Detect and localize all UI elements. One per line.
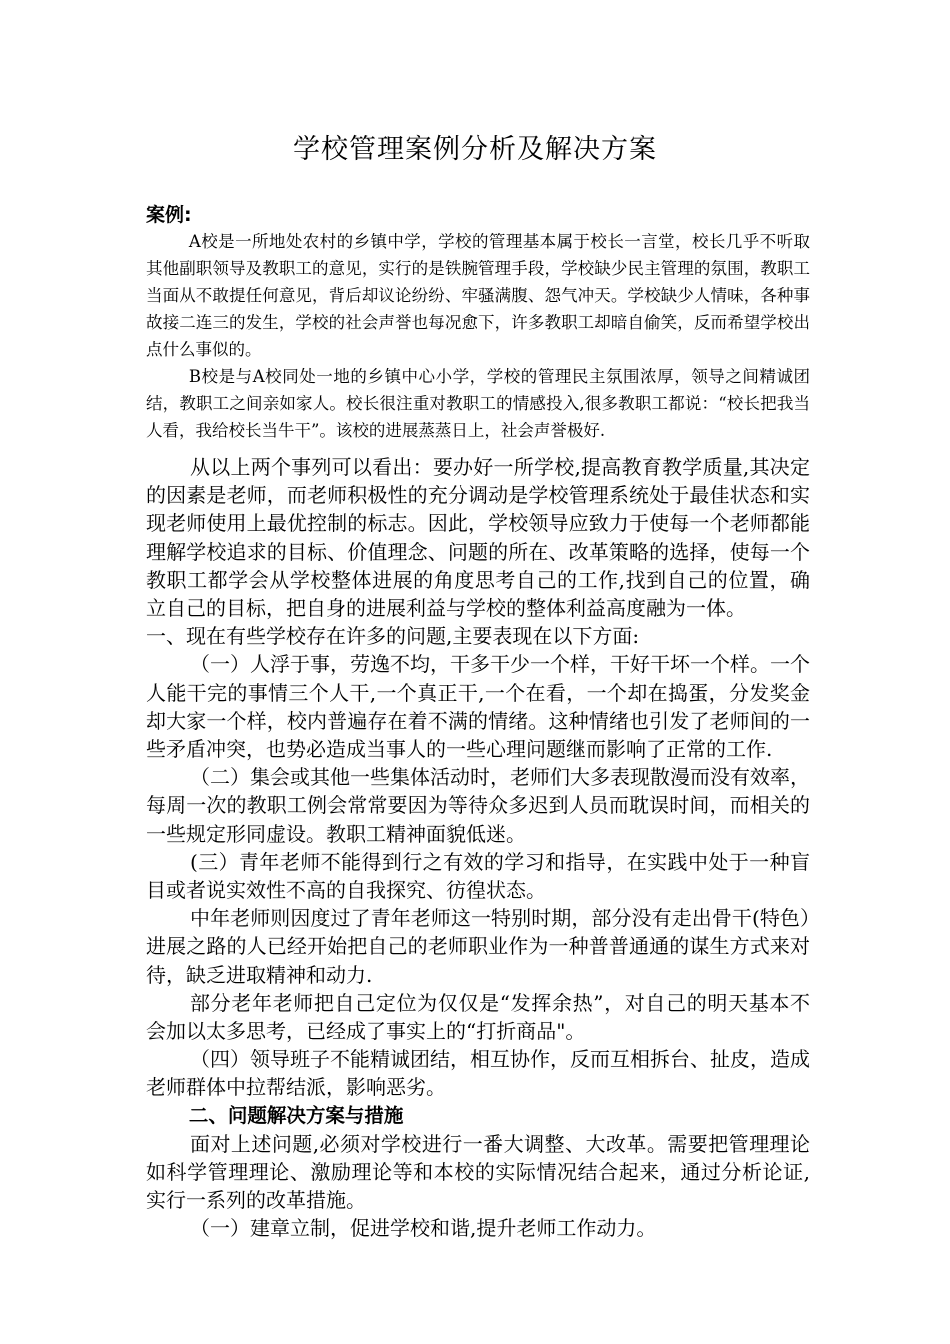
section-heading-solutions: 二、问题解决方案与措施 xyxy=(188,1103,404,1127)
body-paragraph: 从以上两个事列可以看出：要办好一所学校,提高教育教学质量,其决定的因素是老师，而老师积极性的充分调动是学校管理系统处于最佳状态和实现老师使用上最优控制的标志。因此，学校领导应致力于使每一个老师都能理解学校追求的目标、价值理念、问题的所在、改革策略的选择，使每一个教职工都学会从学校整体进展的角度思考自己的工作,找到自己的位置，确立自己的目标，把自身的进展利益与学校的整体利益高度融为一体。 xyxy=(146,455,810,621)
body-paragraph: （四）领导班子不能精诚团结，相互协作，反而互相拆台、扯皮，造成老师群体中拉帮结派，影响恶劣。 xyxy=(146,1047,810,1100)
case-section xyxy=(146,202,810,444)
body-paragraph: 部分老年老师把自己定位为仅仅是“发挥余热”，对自己的明天基本不会加以太多思考，已经成了事实上的“打折商品"。 xyxy=(146,990,810,1044)
body-paragraph: (三）青年老师不能得到行之有效的学习和指导，在实践中处于一种盲目或者说实效性不高的自我探究、彷徨状态。 xyxy=(146,849,810,903)
body-paragraph: （一）人浮于事，劳逸不均，干多干少一个样，干好干坏一个样。一个人能干完的事情三个人干,一个真正干,一个在看，一个却在捣蛋，分发奖金却大家一个样，校内普遍存在着不满的情绪。这种情绪也引发了老师间的一些矛盾冲突，也势必造成当事人的一些心理问题继而影响了正常的工作. xyxy=(146,652,810,762)
body-paragraph: 面对上述问题,必须对学校进行一番大调整、大改革。需要把管理理论如科学管理理论、激励理论等和本校的实际情况结合起来，通过分析论证,实行一系列的改革措施。 xyxy=(146,1131,810,1213)
analysis-section xyxy=(146,453,810,1243)
document-title: 学校管理案例分析及解决方案 xyxy=(293,134,657,165)
section-heading-problems: 一、现在有些学校存在许多的问题,主要表现在以下方面: xyxy=(146,624,640,649)
case-label: 案例: xyxy=(146,204,192,226)
body-paragraph: （二）集会或其他一些集体活动时，老师们大多表现散漫而没有效率，每周一次的教职工例会常常要因为等待众多迟到人员而耽误时间，而相关的一些规定形同虚设。教职工精神面貌低迷。 xyxy=(146,765,810,846)
body-paragraph: 中年老师则因度过了青年老师这一特别时期，部分没有走出骨干(特色）进展之路的人已经开始把自己的老师职业作为一种普普通通的谋生方式来对待，缺乏进取精神和动力. xyxy=(146,906,810,987)
case-paragraph-b: B校是与A校同处一地的乡镇中心小学，学校的管理民主氛围浓厚，领导之间精诚团结，教职工之间亲如家人。校长很注重对教职工的情感投入,很多教职工都说：“校长把我当人看，我给校长当牛干”。该校的进展蒸蒸日上，社会声誉极好. xyxy=(146,367,810,440)
body-paragraph: （一）建章立制，促进学校和谐,提升老师工作动力。 xyxy=(190,1216,657,1241)
case-paragraph-a: A校是一所地处农村的乡镇中学，学校的管理基本属于校长一言堂，校长几乎不听取其他副职领导及教职工的意见，实行的是铁腕管理手段，学校缺少民主管理的氛围，教职工当面从不敢提任何意见，背后却议论纷纷、牢骚满腹、怨气冲天。学校缺少人情味，各种事故接二连三的发生，学校的社会声誉也每况愈下，许多教职工却暗自偷笑，反而希望学校出点什么事似的。 xyxy=(146,232,810,359)
